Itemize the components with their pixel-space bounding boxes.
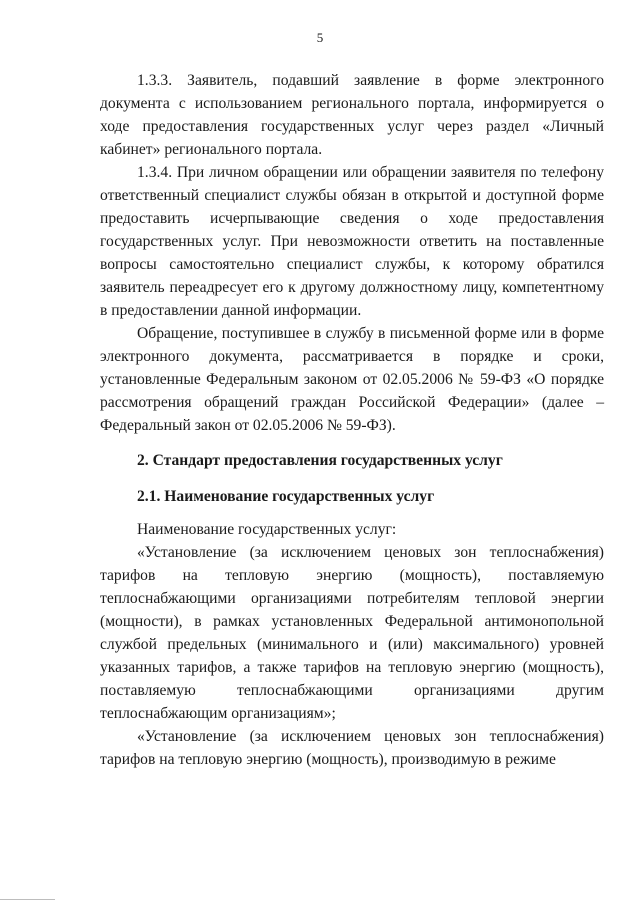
paragraph-service-2: «Установление (за исключением ценовых зон теплоснабжения) тарифов на тепловую энергию (мощность), производимую в режиме: [100, 728, 604, 768]
paragraph-1-3-4: 1.3.4. При личном обращении или обращении заявителя по телефону ответственный специалист службы обязан в открытой и доступной форме предоставить исчерпывающие сведения о ходе предоставления государственных услуг. При невозможности ответить на поставленные вопросы самостоятельно специалист службы, к которому обратился заявитель переадресует его к другому должностному лицу, компетентному в предоставлении данной информации.: [100, 164, 604, 319]
paragraph-services-title: Наименование государственных услуг:: [137, 521, 397, 538]
page-number: 5: [316, 30, 324, 45]
paragraph-service-1: «Установление (за исключением ценовых зон теплоснабжения) тарифов на тепловую энергию (мощность), поставляемую теплоснабжающими организациями потребителям тепловой энергии (мощности), в рамках установленных Федеральной антимонопольной службой предельных (минимального и (или) максимального) уровней указанных тарифов, а также тарифов на тепловую энергию (мощность), поставляемую теплоснабжающими организациями другим теплоснабжающим организациям»;: [100, 544, 604, 722]
heading-section-2: 2. Стандарт предоставления государственных услуг: [137, 452, 503, 469]
paragraph-appeals: Обращение, поступившее в службу в письменной форме или в форме электронного документа, рассматривается в порядке и сроки, установленные Федеральным законом от 02.05.2006 № 59-ФЗ «О порядке рассмотрения обращений граждан Российской Федерации» (далее – Федеральный закон от 02.05.2006 № 59-ФЗ).: [100, 325, 604, 434]
heading-section-2-1: 2.1. Наименование государственных услуг: [137, 488, 435, 505]
paragraph-1-3-3: 1.3.3. Заявитель, подавший заявление в форме электронного документа с использованием регионального портала, информируется о ходе предоставления государственных услуг через раздел «Личный кабинет» регионального портала.: [100, 72, 604, 158]
document-body: [100, 69, 604, 771]
footer-rule: [0, 899, 55, 900]
